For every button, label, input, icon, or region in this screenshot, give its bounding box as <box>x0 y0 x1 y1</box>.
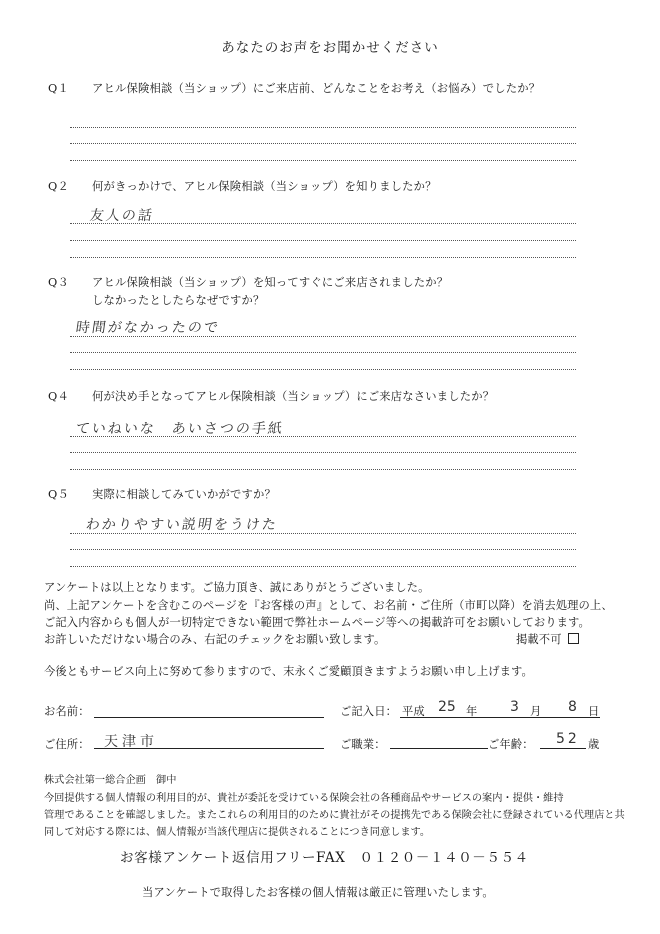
question-4-label: Q４ <box>48 390 69 403</box>
question-1-label: Q１ <box>48 82 69 95</box>
address-value: 天津市 <box>104 734 158 750</box>
answer-line <box>70 160 576 161</box>
answer-line <box>70 549 576 550</box>
name-field[interactable] <box>94 717 324 718</box>
page-title: あなたのお声をお聞かせください <box>221 40 439 56</box>
recipient-company: 株式会社第一総合企画 御中 <box>44 775 177 786</box>
privacy-note: 当アンケートで取得したお客様の個人情報は厳正に管理いたします。 <box>142 886 494 899</box>
answer-line <box>70 566 576 567</box>
privacy-line-2: 管理であることを確認しました。またこれらの利用目的のために貴社がその提携先である保険会社に登録されている代理店と共 <box>44 810 625 821</box>
question-4-answer: ていねいな あいさつの手紙 <box>74 421 285 437</box>
answer-line <box>70 257 576 258</box>
date-day: 8 <box>568 699 577 715</box>
question-1 <box>48 80 540 96</box>
date-era: 平成 <box>402 705 425 718</box>
privacy-line-3: 同して対応する際には、個人情報が当該代理店に提供されることにつき同意します。 <box>44 827 431 838</box>
answer-line <box>70 452 576 453</box>
date-month: 3 <box>510 699 519 715</box>
question-4 <box>48 388 494 404</box>
date-day-unit: 日 <box>588 705 600 718</box>
question-5-text: 実際に相談してみていかがですか？ <box>92 488 276 501</box>
date-year: 25 <box>438 699 456 715</box>
answer-line <box>70 436 576 437</box>
question-4-text: 何が決め手となってアヒル保険相談（当ショップ）にご来店なさいましたか？ <box>92 390 495 403</box>
answer-line <box>70 127 576 128</box>
question-5-label: Q５ <box>48 488 69 501</box>
question-2-text: 何がきっかけで、アヒル保険相談（当ショップ）を知りましたか？ <box>92 180 437 193</box>
answer-line <box>70 352 576 353</box>
address-field[interactable] <box>94 748 324 749</box>
answer-line <box>70 223 576 224</box>
answer-line <box>70 533 576 534</box>
question-3 <box>48 274 448 290</box>
age-field[interactable] <box>540 748 586 749</box>
publish-refusal <box>516 631 579 647</box>
address-label: ご住所： <box>44 738 90 751</box>
publish-refusal-label: 掲載不可 <box>516 633 562 646</box>
age-label: ご年齢： <box>488 738 534 751</box>
question-5-answer: わかりやすい説明をうけた <box>84 517 279 533</box>
date-label: ご記入日： <box>340 705 397 718</box>
question-3-text-2: しなかったとしたらなぜですか？ <box>92 294 265 307</box>
question-3-text: アヒル保険相談（当ショップ）を知ってすぐにご来店されましたか？ <box>92 276 449 289</box>
question-2-label: Q２ <box>48 180 69 193</box>
answer-line <box>70 143 576 144</box>
name-label: お名前： <box>44 705 90 718</box>
closing-line-1: アンケートは以上となります。ご協力頂き、誠にありがとうございました。 <box>44 581 430 594</box>
question-1-text: アヒル保険相談（当ショップ）にご来店前、どんなことをお考え（お悩み）でしたか？ <box>92 82 541 95</box>
age-unit: 歳 <box>588 738 600 751</box>
fax-number: お客様アンケート返信用フリーFAX ０１２０－１４０－５５４ <box>120 850 529 866</box>
question-5 <box>48 486 276 502</box>
date-year-unit: 年 <box>466 705 478 718</box>
answer-line <box>70 369 576 370</box>
closing-line-2: 尚、上記アンケートを含むこのページを『お客様の声』として、お名前・ご住所（市町以降）を消去処理の上、 <box>44 599 613 612</box>
publish-refusal-checkbox[interactable] <box>568 633 579 644</box>
question-2 <box>48 178 437 194</box>
question-3-answer: 時間がなかったので <box>74 320 221 336</box>
job-label: ご職業： <box>340 738 386 751</box>
answer-line <box>70 240 576 241</box>
job-field[interactable] <box>390 748 488 749</box>
privacy-line-1: 今回提供する個人情報の利用目的が、貴社が委託を受けている保険会社の各種商品やサービスの案内・提供・維持 <box>44 793 564 804</box>
date-month-unit: 月 <box>530 705 542 718</box>
closing-line-4: お許しいただけない場合のみ、右記のチェックをお願い致します。 <box>44 633 386 646</box>
date-field[interactable] <box>400 717 600 718</box>
closing-line-5: 今後ともサービス向上に努めて参りますので、末永くご愛顧頂きますようお願い申し上げます。 <box>44 665 533 678</box>
answer-line <box>70 469 576 470</box>
question-2-answer: 友人の話 <box>88 208 155 224</box>
age-value: 52 <box>556 731 580 747</box>
question-3-label: Q３ <box>48 276 69 289</box>
answer-line <box>70 336 576 337</box>
closing-line-3: ご記入内容からも個人が一切特定できない範囲で弊社ホームページ等への掲載許可をお願いしております。 <box>44 616 590 629</box>
